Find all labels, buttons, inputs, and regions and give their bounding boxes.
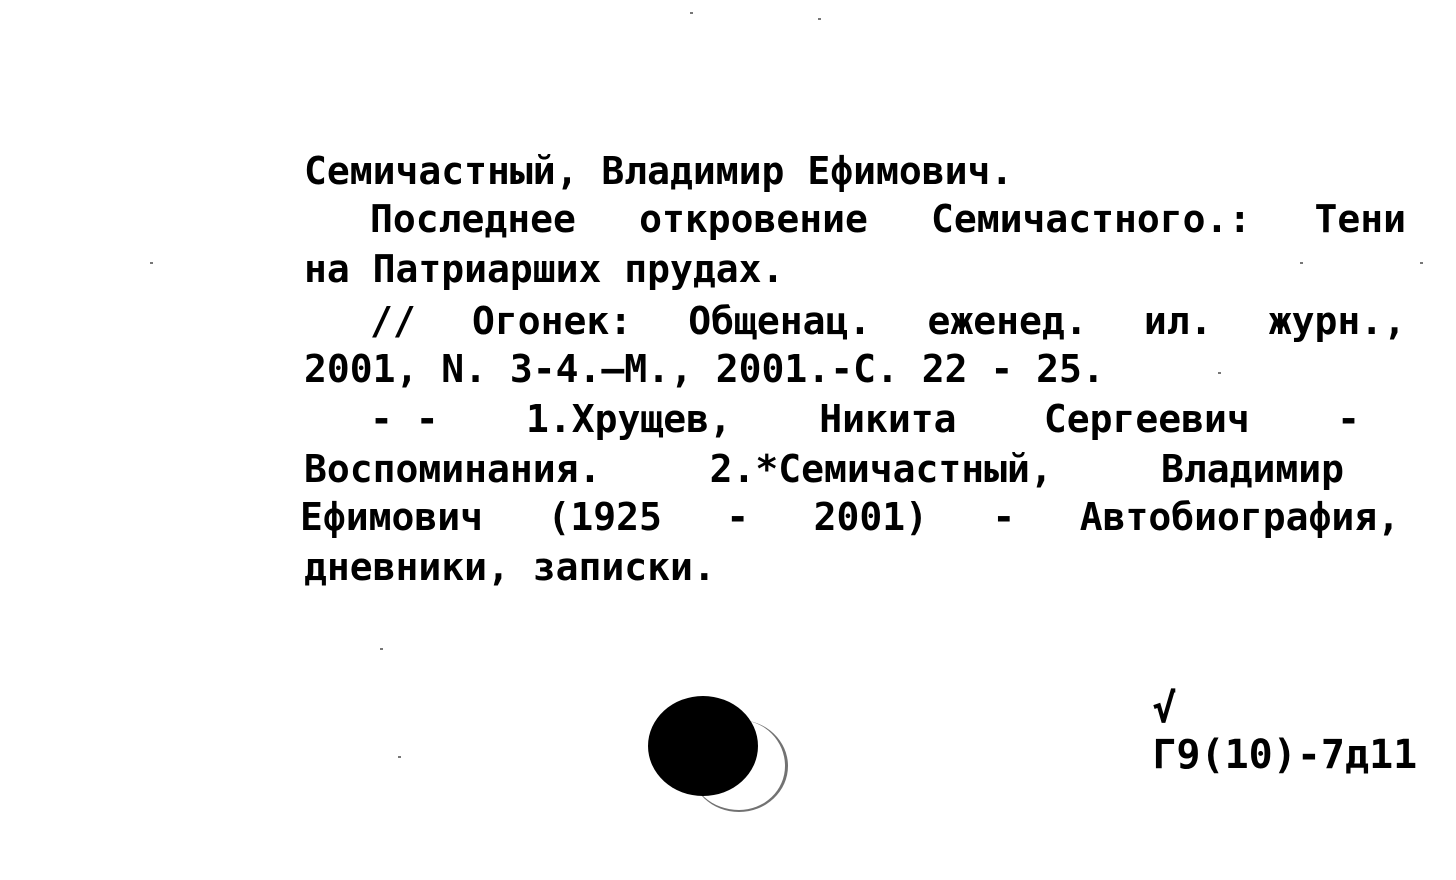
subject-word: (1925 <box>547 495 662 539</box>
source-line-2: 2001, N. 3-4.—М., 2001.-С. 22 - 25. <box>304 347 1105 391</box>
speck <box>380 648 383 650</box>
subject-word: 2001) <box>813 495 928 539</box>
check-mark-icon: √ <box>1152 686 1177 732</box>
speck <box>690 12 693 14</box>
subject-word: Автобиография, <box>1079 495 1400 539</box>
classification-code <box>1056 640 1417 824</box>
subject-word: - <box>1337 397 1360 441</box>
source-word: Огонек: <box>471 299 633 343</box>
title-word: Семичастного.: <box>931 197 1252 241</box>
speck <box>1300 262 1303 264</box>
title-word: откровение <box>639 197 868 241</box>
source-line-1 <box>370 299 1406 343</box>
source-word: еженед. <box>927 299 1088 343</box>
speck <box>398 756 401 758</box>
subject-word: 2.*Семичастный, <box>709 447 1053 491</box>
subject-word: Никита <box>819 397 957 441</box>
source-word: журн., <box>1268 299 1406 343</box>
subjects-line-3 <box>300 495 1400 539</box>
subjects-line-4: дневники, записки. <box>304 545 716 589</box>
title-line-1 <box>370 197 1406 241</box>
subject-word: Воспоминания. <box>304 447 602 491</box>
subject-word: Ефимович <box>300 495 484 539</box>
title-word: Последнее <box>370 197 576 241</box>
subject-word: Сергеевич <box>1043 397 1250 441</box>
title-line-2: на Патриарших прудах. <box>304 247 785 291</box>
punch-hole-edge <box>690 720 788 812</box>
title-word: Тени <box>1314 197 1406 241</box>
subject-word: 1.Хрущев, <box>525 397 732 441</box>
author-heading: Семичастный, Владимир Ефимович. <box>304 149 1014 193</box>
subject-word: Владимир <box>1160 447 1344 491</box>
subject-word: - <box>992 495 1016 539</box>
subject-word: - <box>726 495 750 539</box>
subjects-line-1 <box>370 397 1360 441</box>
source-word: // <box>370 299 416 343</box>
source-word: Общенац. <box>688 299 872 343</box>
classification-index: Г9(10)-7д11 <box>1152 732 1418 778</box>
subject-word: - - <box>370 397 439 441</box>
speck <box>1420 262 1423 264</box>
speck <box>150 262 153 264</box>
source-word: ил. <box>1143 299 1213 343</box>
speck <box>818 18 821 20</box>
speck <box>1218 372 1221 374</box>
subjects-line-2 <box>304 447 1344 491</box>
